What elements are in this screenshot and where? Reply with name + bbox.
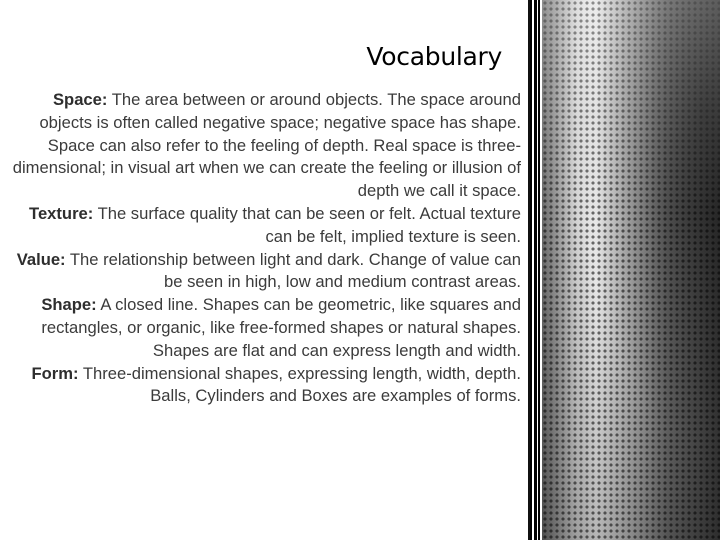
vocab-definition: A closed line. Shapes can be geometric, like squares and rectangles, or organic, like free-formed shapes or natural shapes. Shapes are flat and can express length and width. bbox=[41, 295, 521, 360]
vocab-term: Texture: bbox=[29, 203, 94, 223]
vocabulary-list bbox=[0, 89, 521, 408]
vocab-entry-shape bbox=[0, 294, 521, 362]
decorative-side-panel bbox=[528, 0, 720, 540]
vocab-term: Value: bbox=[16, 249, 66, 269]
vocab-definition: Three-dimensional shapes, expressing length, width, depth. Balls, Cylinders and Boxes are examples of forms. bbox=[78, 363, 521, 406]
vocab-term: Shape: bbox=[41, 295, 97, 315]
vocab-term: Space: bbox=[52, 90, 108, 109]
vocab-definition: The surface quality that can be seen or felt. Actual texture can be felt, implied texture is seen. bbox=[93, 203, 521, 246]
vocab-entry-space bbox=[0, 89, 521, 203]
vocab-definition: The area between or around objects. The space around objects is often called negative space; negative space has shape. Space can also refer to the feeling of depth. Real space is three-dimensional; in visual art when we can create the feeling or illusion of depth we call it space. bbox=[12, 90, 521, 201]
vocab-entry-value bbox=[0, 249, 521, 295]
panel-sheen bbox=[542, 0, 720, 540]
panel-stripe-bars bbox=[530, 0, 542, 540]
vocab-entry-form bbox=[0, 363, 521, 409]
vocab-term: Form: bbox=[31, 363, 79, 383]
slide-title: Vocabulary bbox=[366, 42, 502, 71]
vocab-definition: The relationship between light and dark. Change of value can be seen in high, low and medium contrast areas. bbox=[65, 249, 521, 292]
vocab-entry-texture bbox=[0, 203, 521, 249]
